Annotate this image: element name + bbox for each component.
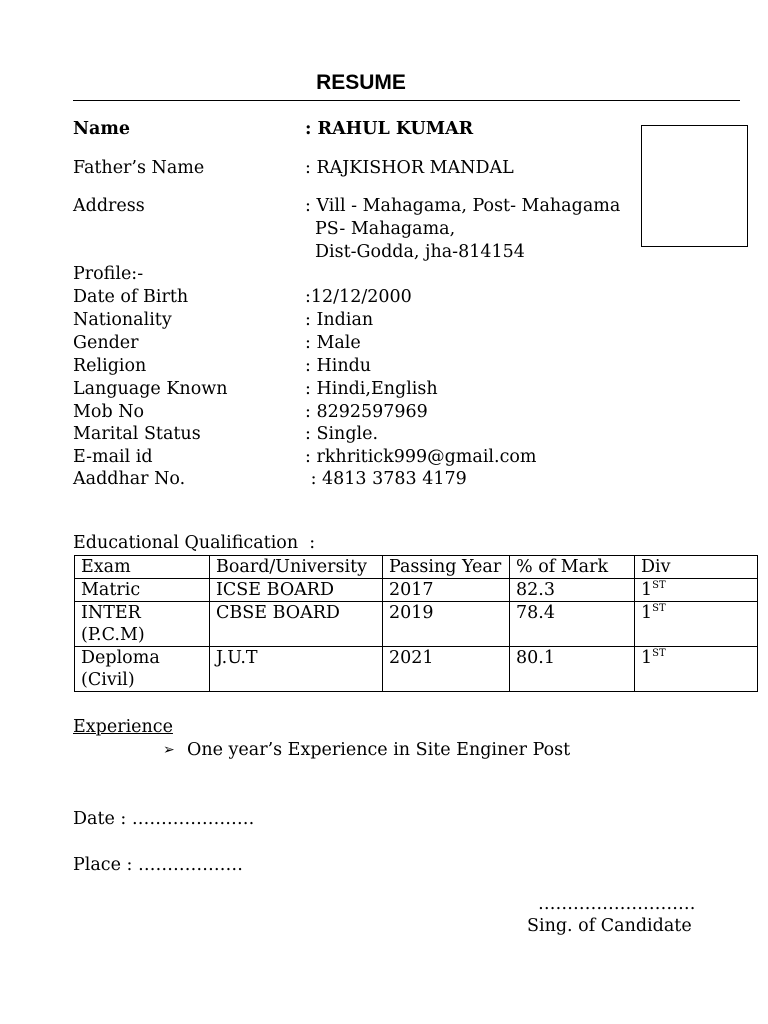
email-value: : rkhritick999@gmail.com [305,447,537,467]
aadhaar-label: Aaddhar No. [73,469,186,489]
mark-cell: 78.4 [510,602,635,647]
religion-value: : Hindu [305,356,372,376]
marital-status-value: : Single. [305,424,379,444]
dob-label: Date of Birth [73,287,189,307]
nationality-label: Nationality [73,310,172,330]
year-cell: 2019 [383,602,510,647]
address-value: : Vill - Mahagama, Post- Mahagama [305,196,621,216]
nationality-value: : Indian [305,310,374,330]
board-cell: CBSE BOARD [210,602,383,647]
div-value: 1 [641,603,653,623]
exam-cell [75,602,210,647]
father-name-value: : RAJKISHOR MANDAL [305,158,514,178]
table-row [75,579,758,602]
exam-line: (P.C.M) [81,625,145,645]
name-label: Name [73,119,130,139]
mobile-value: : 8292597969 [305,402,428,422]
dob-value: :12/12/2000 [305,287,412,307]
place-line: Place : ……………… [73,855,243,875]
education-table [74,555,758,692]
board-cell: J.U.T [210,647,383,692]
experience-item: One year’s Experience in Site Enginer Post [187,740,571,760]
div-cell [635,602,758,647]
column-header: Exam [75,556,210,579]
column-header: Passing Year [383,556,510,579]
resume-title: RESUME [316,71,406,94]
column-header: Div [635,556,758,579]
address-line-2: PS- Mahagama, [315,219,456,239]
signature-label: Sing. of Candidate [527,916,692,936]
name-value: : RAHUL KUMAR [305,119,474,139]
mark-cell: 82.3 [510,579,635,602]
exam-line: (Civil) [81,670,135,690]
religion-label: Religion [73,356,147,376]
education-heading: Educational Qualification : [73,533,316,553]
address-line-3: Dist-Godda, jha-814154 [315,242,525,262]
table-row [75,647,758,692]
column-header: % of Mark [510,556,635,579]
div-cell [635,647,758,692]
table-header-row [75,556,758,579]
exam-line: INTER [81,603,141,623]
father-name-label: Father’s Name [73,158,205,178]
div-value: 1 [641,648,653,668]
profile-heading: Profile:- [73,264,144,284]
date-line: Date : ………………… [73,809,255,829]
email-label: E-mail id [73,447,153,467]
title-underline [73,100,740,101]
signature-dots: ……………………… [538,894,696,914]
photo-box [641,125,748,247]
div-superscript: ST [652,648,666,659]
exam-line: Matric [81,580,141,600]
language-label: Language Known [73,379,228,399]
arrow-bullet-icon: ➢ [163,742,175,758]
exam-cell [75,579,210,602]
exam-line: Deploma [81,648,160,668]
year-cell: 2021 [383,647,510,692]
table-row [75,602,758,647]
div-superscript: ST [652,580,666,591]
mobile-label: Mob No [73,402,145,422]
language-value: : Hindi,English [305,379,438,399]
experience-heading: Experience [73,717,173,737]
column-header: Board/University [210,556,383,579]
address-label: Address [73,196,145,216]
mark-cell: 80.1 [510,647,635,692]
marital-status-label: Marital Status [73,424,201,444]
gender-value: : Male [305,333,361,353]
year-cell: 2017 [383,579,510,602]
aadhaar-value: : 4813 3783 4179 [305,469,467,489]
div-value: 1 [641,580,653,600]
board-cell: ICSE BOARD [210,579,383,602]
div-cell [635,579,758,602]
gender-label: Gender [73,333,139,353]
div-superscript: ST [652,603,666,614]
exam-cell [75,647,210,692]
